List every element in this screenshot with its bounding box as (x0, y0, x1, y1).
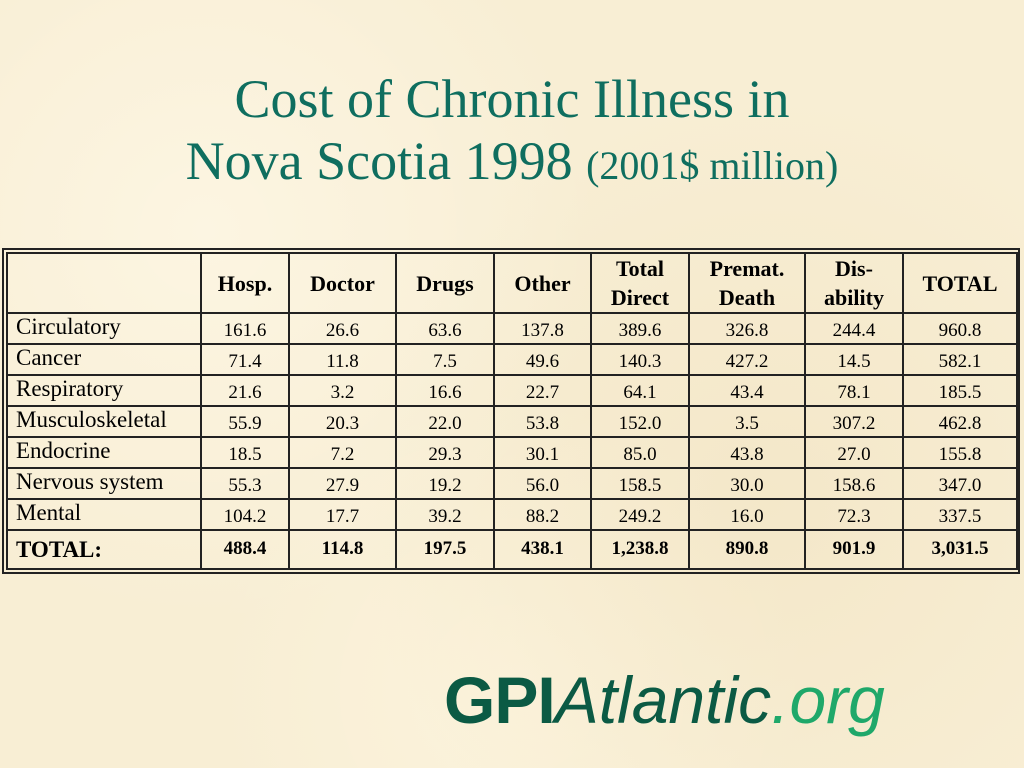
cell: 11.8 (289, 344, 396, 375)
cell: 16.6 (396, 375, 494, 406)
cell: 49.6 (494, 344, 591, 375)
cell: 85.0 (591, 437, 689, 468)
header-total-direct-line2: Direct (610, 285, 670, 310)
header-row (7, 253, 1017, 313)
cell: 26.6 (289, 313, 396, 344)
cell: 43.8 (689, 437, 805, 468)
cell: 39.2 (396, 499, 494, 530)
title-line-1: Cost of Chronic Illness in (234, 69, 790, 129)
cell: 55.3 (201, 468, 289, 499)
logo-org: .org (771, 663, 885, 737)
total-label: TOTAL: (7, 530, 201, 569)
cell: 389.6 (591, 313, 689, 344)
total-cell: 890.8 (689, 530, 805, 569)
total-cell: 438.1 (494, 530, 591, 569)
header-doctor: Doctor (289, 253, 396, 313)
header-total-direct (591, 253, 689, 313)
cell: 104.2 (201, 499, 289, 530)
title-unit: (2001$ million) (586, 143, 839, 188)
table-row (7, 313, 1017, 344)
header-drugs: Drugs (396, 253, 494, 313)
cell: 21.6 (201, 375, 289, 406)
total-cell: 197.5 (396, 530, 494, 569)
header-disability-line2: ability (824, 285, 884, 310)
cell: 427.2 (689, 344, 805, 375)
cell: 3.5 (689, 406, 805, 437)
logo-atlantic: Atlantic (554, 663, 772, 737)
cell: 22.0 (396, 406, 494, 437)
header-disability-line1: Dis- (835, 256, 873, 281)
header-premat-death (689, 253, 805, 313)
cell: 244.4 (805, 313, 903, 344)
cell: 22.7 (494, 375, 591, 406)
cell: 326.8 (689, 313, 805, 344)
cell: 71.4 (201, 344, 289, 375)
cell: 18.5 (201, 437, 289, 468)
cell: 20.3 (289, 406, 396, 437)
total-cell: 114.8 (289, 530, 396, 569)
cell: 30.0 (689, 468, 805, 499)
logo-gpi: GPI (444, 663, 555, 737)
table-row (7, 499, 1017, 530)
cell: 27.9 (289, 468, 396, 499)
slide-title (0, 68, 1024, 197)
cell: 27.0 (805, 437, 903, 468)
table-row (7, 375, 1017, 406)
total-cell: 3,031.5 (903, 530, 1017, 569)
cell: 7.2 (289, 437, 396, 468)
cell: 347.0 (903, 468, 1017, 499)
cell: 152.0 (591, 406, 689, 437)
cell: 155.8 (903, 437, 1017, 468)
cell: 161.6 (201, 313, 289, 344)
row-label: Circulatory (7, 313, 201, 344)
row-label: Cancer (7, 344, 201, 375)
cell: 64.1 (591, 375, 689, 406)
header-premat-death-line2: Death (718, 285, 776, 310)
row-label: Mental (7, 499, 201, 530)
header-blank (7, 253, 201, 313)
total-cell: 1,238.8 (591, 530, 689, 569)
header-hosp: Hosp. (201, 253, 289, 313)
cell: 43.4 (689, 375, 805, 406)
table-row (7, 344, 1017, 375)
cell: 249.2 (591, 499, 689, 530)
cell: 14.5 (805, 344, 903, 375)
cell: 63.6 (396, 313, 494, 344)
cell: 78.1 (805, 375, 903, 406)
title-line-2: Nova Scotia 1998 (185, 131, 573, 191)
cell: 17.7 (289, 499, 396, 530)
header-other: Other (494, 253, 591, 313)
row-label: Respiratory (7, 375, 201, 406)
cell: 19.2 (396, 468, 494, 499)
cell: 30.1 (494, 437, 591, 468)
cell: 337.5 (903, 499, 1017, 530)
cell: 29.3 (396, 437, 494, 468)
total-cell: 488.4 (201, 530, 289, 569)
table-row (7, 468, 1017, 499)
total-cell: 901.9 (805, 530, 903, 569)
cell: 137.8 (494, 313, 591, 344)
cost-table-frame (2, 248, 1020, 574)
cell: 7.5 (396, 344, 494, 375)
cell: 16.0 (689, 499, 805, 530)
cell: 140.3 (591, 344, 689, 375)
cell: 960.8 (903, 313, 1017, 344)
cell: 307.2 (805, 406, 903, 437)
cell: 3.2 (289, 375, 396, 406)
row-label: Musculoskeletal (7, 406, 201, 437)
total-row (7, 530, 1017, 569)
header-total-direct-line1: Total (615, 256, 665, 281)
cell: 582.1 (903, 344, 1017, 375)
table-row (7, 437, 1017, 468)
cell: 55.9 (201, 406, 289, 437)
table-row (7, 406, 1017, 437)
cell: 53.8 (494, 406, 591, 437)
header-total: TOTAL (903, 253, 1017, 313)
header-disability (805, 253, 903, 313)
cell: 462.8 (903, 406, 1017, 437)
gpi-atlantic-logo (444, 660, 885, 742)
cell: 72.3 (805, 499, 903, 530)
header-premat-death-line1: Premat. (709, 256, 785, 281)
cost-table (6, 252, 1018, 570)
cell: 56.0 (494, 468, 591, 499)
row-label: Nervous system (7, 468, 201, 499)
cell: 158.6 (805, 468, 903, 499)
cell: 158.5 (591, 468, 689, 499)
cell: 88.2 (494, 499, 591, 530)
cell: 185.5 (903, 375, 1017, 406)
row-label: Endocrine (7, 437, 201, 468)
